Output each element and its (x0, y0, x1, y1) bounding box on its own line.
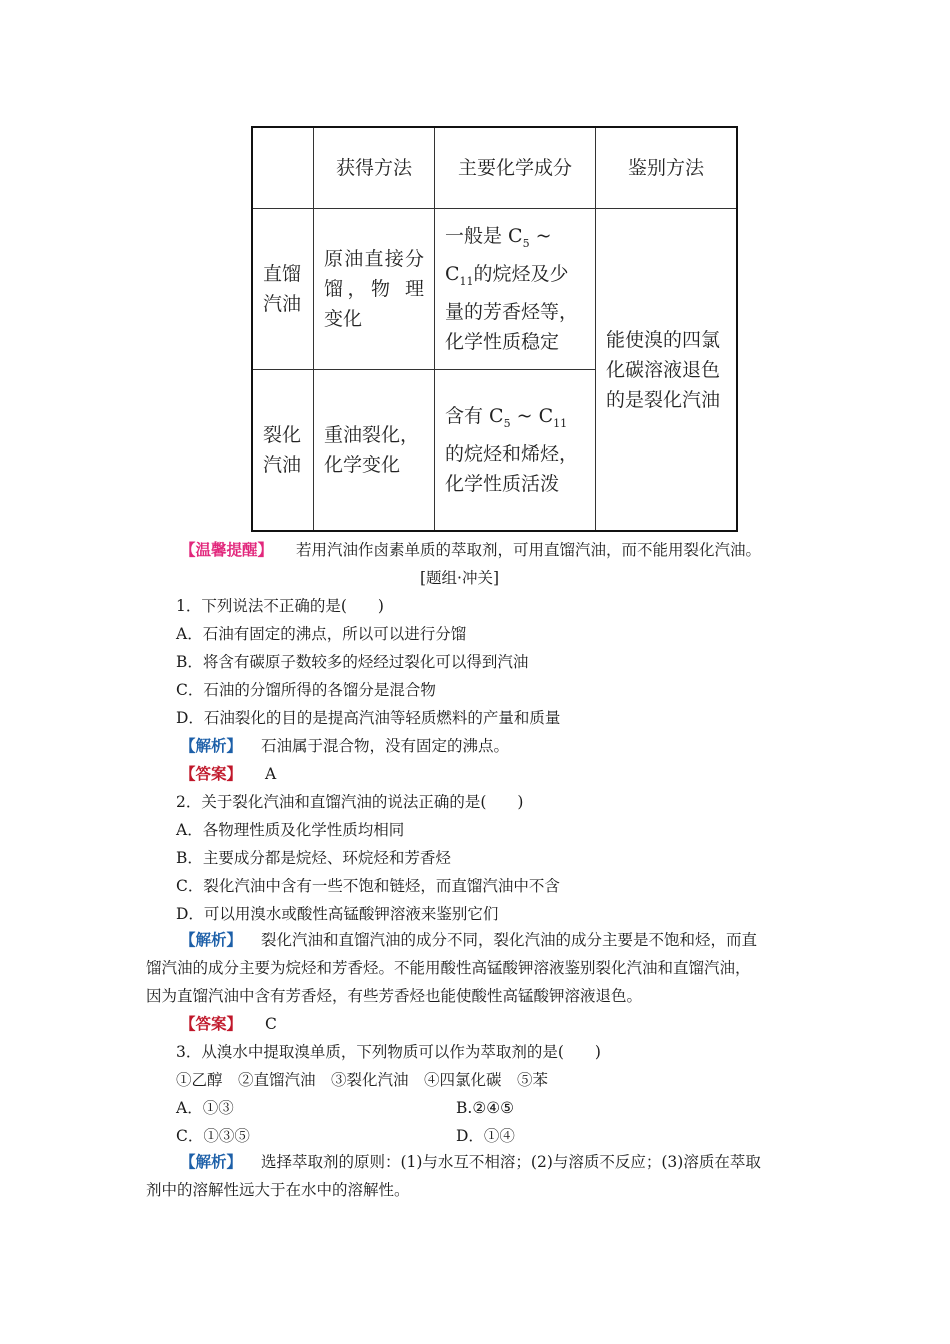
q2-answer (180, 1014, 277, 1034)
header-empty (252, 127, 314, 209)
table-row (252, 209, 737, 370)
composition-text: 的烷烃和烯烃，化学性质活泼 (445, 442, 579, 495)
q1-option-d: D．石油裂化的目的是提高汽油等轻质燃料的产量和质量 (176, 709, 561, 727)
q1-analysis (180, 736, 509, 756)
tip-line (180, 540, 761, 560)
analysis-text: 裂化汽油和直馏汽油的成分不同，裂化汽油的成分主要是不饱和烃，而直 (260, 931, 757, 949)
row-name: 裂化汽油 (252, 370, 314, 532)
subscript: 5 (522, 237, 530, 250)
q2-option-c: C．裂化汽油中含有一些不饱和链烃，而直馏汽油中不含 (176, 877, 560, 895)
row-name: 直馏汽油 (252, 209, 314, 370)
tip-text: 若用汽油作卤素单质的萃取剂，可用直馏汽油，而不能用裂化汽油。 (295, 541, 761, 559)
row-composition (435, 209, 596, 370)
q2-analysis-line-3: 因为直馏汽油中含有芳香烃，有些芳香烃也能使酸性高锰酸钾溶液退色。 (146, 987, 643, 1005)
subscript: 5 (503, 416, 511, 430)
analysis-text: 石油属于混合物，没有固定的沸点。 (260, 737, 509, 755)
gasoline-comparison-table (251, 126, 738, 532)
q2-analysis-line-1 (180, 930, 757, 950)
section-title: [题组·冲关] (420, 569, 500, 587)
header-method: 获得方法 (314, 127, 435, 209)
q1-option-a: A．石油有固定的沸点，所以可以进行分馏 (176, 625, 467, 643)
row-identify: 能使溴的四氯化碳溶液退色的是裂化汽油 (596, 209, 738, 532)
header-composition: 主要化学成分 (435, 127, 596, 209)
q3-analysis-line-1 (180, 1152, 761, 1172)
composition-text: 一般是 C (445, 225, 523, 248)
composition-text: 含有 C (445, 405, 504, 428)
composition-text: 的烷烃及少量的芳香烃等，化学性质稳定 (445, 263, 579, 353)
answer-text: A (264, 765, 277, 783)
row-composition (435, 370, 596, 532)
q1-answer (180, 764, 276, 784)
q3-option-c: C．①③⑤ (176, 1127, 250, 1145)
q2-analysis-line-2: 馏汽油的成分主要为烷烃和芳香烃。不能用酸性高锰酸钾溶液鉴别裂化汽油和直馏汽油， (146, 959, 751, 977)
q1-option-b: B．将含有碳原子数较多的烃经过裂化可以得到汽油 (176, 653, 529, 671)
row-method: 重油裂化，化学变化 (314, 370, 435, 532)
analysis-text: 选择萃取剂的原则：(1)与水互不相溶；(2)与溶质不反应；(3)溶质在萃取 (260, 1153, 761, 1171)
q3-option-a: A．①③ (176, 1099, 234, 1117)
subscript: 11 (553, 416, 568, 430)
tip-tag: 【温馨提醒】 (180, 540, 274, 559)
q2-option-b: B．主要成分都是烷烃、环烷烃和芳香烃 (176, 849, 451, 867)
answer-text: C (264, 1015, 277, 1033)
q2-option-d: D．可以用溴水或酸性高锰酸钾溶液来鉴别它们 (176, 905, 499, 923)
answer-tag: 【答案】 (180, 1014, 243, 1033)
row-method: 原油直接分馏，物 理变化 (314, 209, 435, 370)
analysis-tag: 【解析】 (180, 930, 243, 949)
q2-option-a: A．各物理性质及化学性质均相同 (176, 821, 405, 839)
header-identify: 鉴别方法 (596, 127, 738, 209)
composition-text: ~ C (445, 225, 552, 285)
question-2-stem: 2．关于裂化汽油和直馏汽油的说法正确的是( ) (176, 793, 524, 811)
subscript: 11 (459, 274, 474, 288)
analysis-tag: 【解析】 (180, 736, 243, 755)
q3-items: ①乙醇 ②直馏汽油 ③裂化汽油 ④四氯化碳 ⑤苯 (176, 1071, 549, 1089)
q1-option-c: C．石油的分馏所得的各馏分是混合物 (176, 681, 436, 699)
answer-tag: 【答案】 (180, 764, 243, 783)
question-3-stem: 3．从溴水中提取溴单质，下列物质可以作为萃取剂的是( ) (176, 1043, 601, 1061)
composition-text: ~ C (510, 405, 554, 428)
q3-option-b: B.②④⑤ (456, 1099, 515, 1117)
table-header-row (252, 127, 737, 209)
question-1-stem: 1．下列说法不正确的是( ) (176, 597, 384, 615)
q3-analysis-line-2: 剂中的溶解性远大于在水中的溶解性。 (146, 1181, 410, 1199)
analysis-tag: 【解析】 (180, 1152, 243, 1171)
q3-option-d: D．①④ (456, 1127, 515, 1145)
